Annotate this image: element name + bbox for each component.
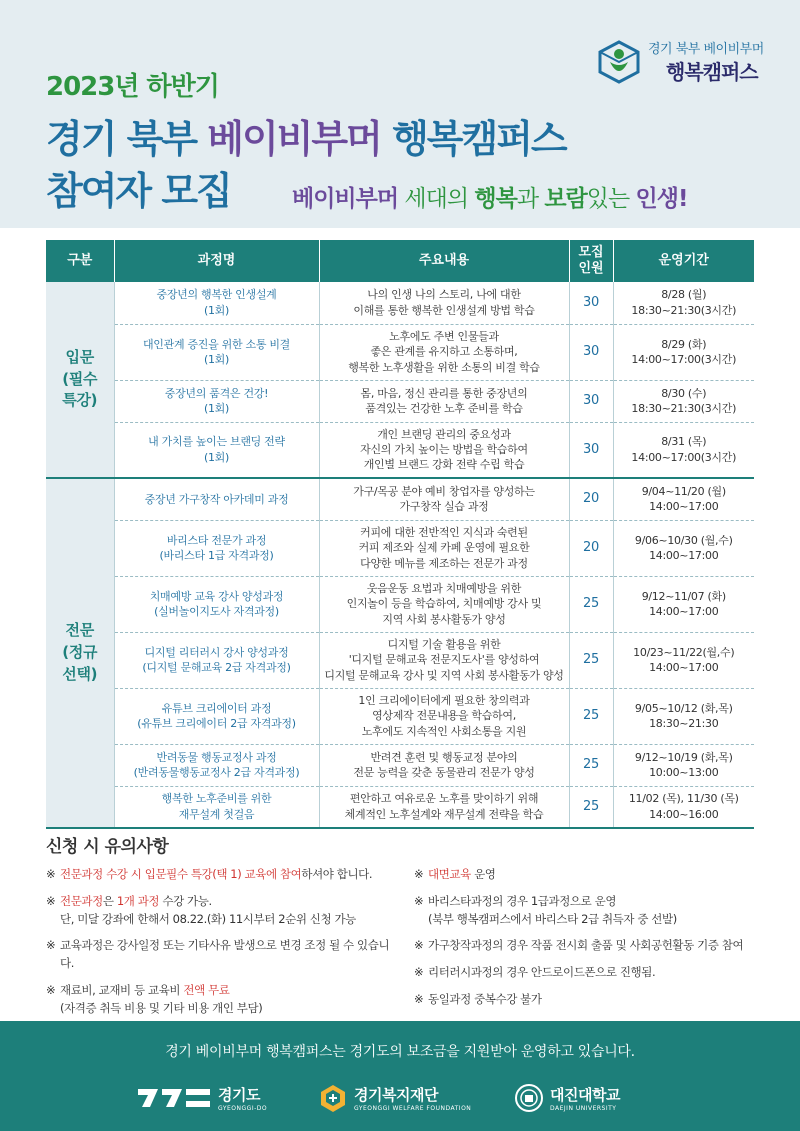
slogan-part: 인생! [635, 186, 688, 212]
notice-highlight: 전문과정 [60, 893, 103, 908]
title-part1: 경기 북부 [46, 117, 208, 161]
org-sub: DAEJIN UNIVERSITY [550, 1105, 617, 1112]
course-name: 바리스타 전문가 과정 (바리스타 1급 자격과정) [114, 520, 319, 576]
header-category: 구분 [46, 240, 114, 282]
notice-item [46, 982, 401, 1018]
main-title [46, 108, 566, 163]
course-content: 노후에도 주변 인물들과 좋은 관계를 유지하고 소통하며, 행복한 노후생활을 위한 소통의 비결 학습 [319, 324, 569, 380]
course-period: 9/04~11/20 (월) 14:00~17:00 [613, 478, 754, 520]
course-count: 25 [569, 632, 613, 688]
org-name: 경기도 [218, 1086, 260, 1104]
course-content: 몸, 마음, 정신 관리를 통한 중장년의 품격있는 건강한 노후 준비를 학습 [319, 380, 569, 422]
header-period: 운영기간 [613, 240, 754, 282]
notice-text: 재료비, 교재비 등 교육비 [60, 983, 184, 998]
table-row [46, 520, 754, 576]
logo-text-line2: 행복캠퍼스 [666, 60, 758, 84]
course-count: 30 [569, 282, 613, 324]
notice-item [414, 937, 764, 955]
notice-right-column [414, 866, 764, 1018]
course-content: 개인 브랜딩 관리의 중요성과 자신의 가치 높이는 방법을 학습하여 개인별 브랜드 강화 전략 수립 학습 [319, 422, 569, 478]
notice-text: 운영 [470, 867, 496, 881]
course-name: 반려동물 행동교정사 과정 (반려동물행동교정사 2급 자격과정) [114, 744, 319, 786]
course-period: 8/31 (목) 14:00~17:00(3시간) [613, 422, 754, 478]
slogan-part: 있는 [586, 186, 636, 212]
footer-text: 경기 베이비부머 행복캠퍼스는 경기도의 보조금을 지원받아 운영하고 있습니다. [165, 1044, 635, 1060]
reference-mark: ※ [46, 867, 56, 881]
reference-mark: ※ [414, 992, 424, 1007]
notice-text: (자격증 취득 비용 및 기타 비용 개인 부담) [60, 1000, 263, 1015]
course-name: 대인관계 증진을 위한 소통 비결 (1회) [114, 324, 319, 380]
course-period: 10/23~11/22(월,수) 14:00~17:00 [613, 632, 754, 688]
slogan [292, 180, 687, 213]
notice-text: 가구창작과정의 경우 작품 전시회 출품 및 사회공헌활동 기증 참여 [428, 938, 744, 953]
notice-item [414, 866, 764, 884]
reference-mark: ※ [46, 893, 56, 908]
header-banner [0, 0, 800, 228]
gyeonggi-mark-icon [136, 1085, 212, 1111]
notice-item [46, 866, 401, 884]
course-count: 30 [569, 324, 613, 380]
course-name: 행복한 노후준비를 위한 재무설계 첫걸음 [114, 786, 319, 828]
course-period: 9/12~10/19 (화,목) 10:00~13:00 [613, 744, 754, 786]
slogan-part: 행복 [474, 186, 517, 212]
org-name: 경기복지재단 [354, 1086, 438, 1104]
table-header-row [46, 240, 754, 282]
course-content: 1인 크리에이터에게 필요한 창의력과 영상제작 전문내용을 학습하여, 노후에도 지속적인 사회소통을 지원 [319, 688, 569, 744]
notice-text: 동일과정 중복수강 불가 [428, 992, 542, 1007]
main-title-line2: 참여자 모집 [46, 169, 231, 213]
program-table [46, 240, 754, 829]
reference-mark: ※ [414, 965, 424, 980]
notice-highlight: 전문과정 수강 시 입문필수 특강(택 1) 교육에 참여 [60, 867, 302, 881]
org-sub: GYEONGGI-DO [218, 1105, 268, 1112]
course-count: 20 [569, 520, 613, 576]
notice-text: 리터러시과정의 경우 안드로이드폰으로 진행됨. [428, 965, 656, 980]
notice-highlight: 1개 과정 [116, 893, 160, 908]
notice-text: 은 [102, 893, 117, 908]
reference-mark: ※ [46, 983, 56, 998]
title-part3: 행복캠퍼스 [380, 117, 566, 161]
course-period: 9/05~10/12 (화,목) 18:30~21:30 [613, 688, 754, 744]
notice-highlight: 대면교육 [428, 867, 471, 881]
notice-item [414, 893, 764, 929]
org-name: 대진대학교 [550, 1086, 620, 1104]
notice-text: 바리스타과정의 경우 1급과정으로 운영 [428, 893, 617, 908]
table-row [46, 576, 754, 632]
notice-left-column [46, 866, 401, 1027]
university-seal-icon [514, 1083, 544, 1113]
course-name: 중장년의 행복한 인생설계 (1회) [114, 282, 319, 324]
course-count: 20 [569, 478, 613, 520]
header-course-name: 과정명 [114, 240, 319, 282]
logo-text-line1: 경기 북부 베이비부머 [648, 42, 764, 57]
table-row [46, 786, 754, 828]
header-count: 모집 인원 [569, 240, 613, 282]
notice-text: 교육과정은 강사일정 또는 기타사유 발생으로 변경 조정 될 수 있습니다. [60, 938, 390, 971]
cube-person-icon [596, 38, 642, 84]
notice-text: 수강 가능. [159, 893, 212, 908]
reference-mark: ※ [414, 893, 424, 908]
table-row [46, 688, 754, 744]
table-row [46, 744, 754, 786]
notice-highlight: 전액 무료 [183, 983, 230, 998]
course-content: 커피에 대한 전반적인 지식과 숙련된 커피 제조와 실제 카페 운영에 필요한 다양한 메뉴를 제조하는 전문가 과정 [319, 520, 569, 576]
notice-title: 신청 시 유의사항 [46, 837, 169, 857]
table-row [46, 324, 754, 380]
slogan-part: 세대의 [398, 186, 475, 212]
notice-item [46, 937, 401, 973]
notice-item [414, 991, 764, 1009]
course-period: 8/28 (월) 18:30~21:30(3시간) [613, 282, 754, 324]
course-period: 8/30 (수) 18:30~21:30(3시간) [613, 380, 754, 422]
sub-title: 2023년 하반기 [46, 72, 219, 102]
category-expert: 전문 (정규 선택) [46, 478, 114, 828]
course-count: 25 [569, 576, 613, 632]
course-content: 가구/목공 분야 예비 창업자를 양성하는 가구창작 실습 과정 [319, 478, 569, 520]
notice-text: (북부 행복캠퍼스에서 바리스타 2급 취득자 중 선발) [428, 911, 677, 926]
course-count: 30 [569, 380, 613, 422]
reference-mark: ※ [46, 938, 56, 953]
welfare-foundation-logo [318, 1077, 471, 1119]
course-name: 유튜브 크리에이터 과정 (유튜브 크리에이터 2급 자격과정) [114, 688, 319, 744]
course-count: 25 [569, 786, 613, 828]
notice-text: 단, 미달 강좌에 한해서 08.22.(화) 11시부터 2순위 신청 가능 [60, 911, 356, 926]
course-period: 9/12~11/07 (화) 14:00~17:00 [613, 576, 754, 632]
course-name: 치매예방 교육 강사 양성과정 (실버놀이지도사 자격과정) [114, 576, 319, 632]
course-name: 중장년 가구창작 아카데미 과정 [114, 478, 319, 520]
footer [0, 1021, 800, 1131]
slogan-part: 보람 [544, 186, 587, 212]
title-part2: 베이비부머 [207, 117, 381, 161]
course-content: 디지털 기술 활용을 위한 '디지털 문해교육 전문지도사'를 양성하여 디지털 문해교육 강사 및 지역 사회 봉사활동가 양성 [319, 632, 569, 688]
header-content: 주요내용 [319, 240, 569, 282]
course-name: 중장년의 품격은 건강! (1회) [114, 380, 319, 422]
notice-item [414, 964, 764, 982]
table-row [46, 422, 754, 478]
table-row [46, 282, 754, 324]
course-content: 나의 인생 나의 스토리, 나에 대한 이해를 통한 행복한 인생설계 방법 학습 [319, 282, 569, 324]
reference-mark: ※ [414, 938, 424, 953]
course-content: 반려견 훈련 및 행동교정 분야의 전문 능력을 갖춘 동물관리 전문가 양성 [319, 744, 569, 786]
course-content: 웃음운동 요법과 치매예방을 위한 인지놀이 등을 학습하여, 치매예방 강사 및 지역 사회 봉사활동가 양성 [319, 576, 569, 632]
table-row [46, 632, 754, 688]
slogan-part: 과 [516, 186, 545, 212]
course-content: 편안하고 여유로운 노후를 맞이하기 위해 체계적인 노후설계와 재무설계 전략을 학습 [319, 786, 569, 828]
foundation-mark-icon [318, 1083, 348, 1113]
category-intro: 입문 (필수 특강) [46, 282, 114, 478]
course-count: 25 [569, 744, 613, 786]
course-period: 8/29 (화) 14:00~17:00(3시간) [613, 324, 754, 380]
course-period: 11/02 (목), 11/30 (목) 14:00~16:00 [613, 786, 754, 828]
daejin-university-logo [514, 1077, 620, 1119]
reference-mark: ※ [414, 867, 424, 881]
table-row [46, 478, 754, 520]
course-name: 디지털 리터러시 강사 양성과정 (디지털 문해교육 2급 자격과정) [114, 632, 319, 688]
course-name: 내 가치를 높이는 브랜딩 전략 (1회) [114, 422, 319, 478]
notice-item [46, 893, 401, 929]
org-sub: GYEONGGI WELFARE FOUNDATION [354, 1105, 472, 1112]
slogan-part: 베이비부머 [292, 186, 399, 212]
notice-text: 하셔야 합니다. [301, 867, 373, 881]
course-count: 25 [569, 688, 613, 744]
course-count: 30 [569, 422, 613, 478]
table-row [46, 380, 754, 422]
gyeonggi-logo [136, 1077, 267, 1119]
course-period: 9/06~10/30 (월,수) 14:00~17:00 [613, 520, 754, 576]
campus-logo [596, 34, 776, 90]
